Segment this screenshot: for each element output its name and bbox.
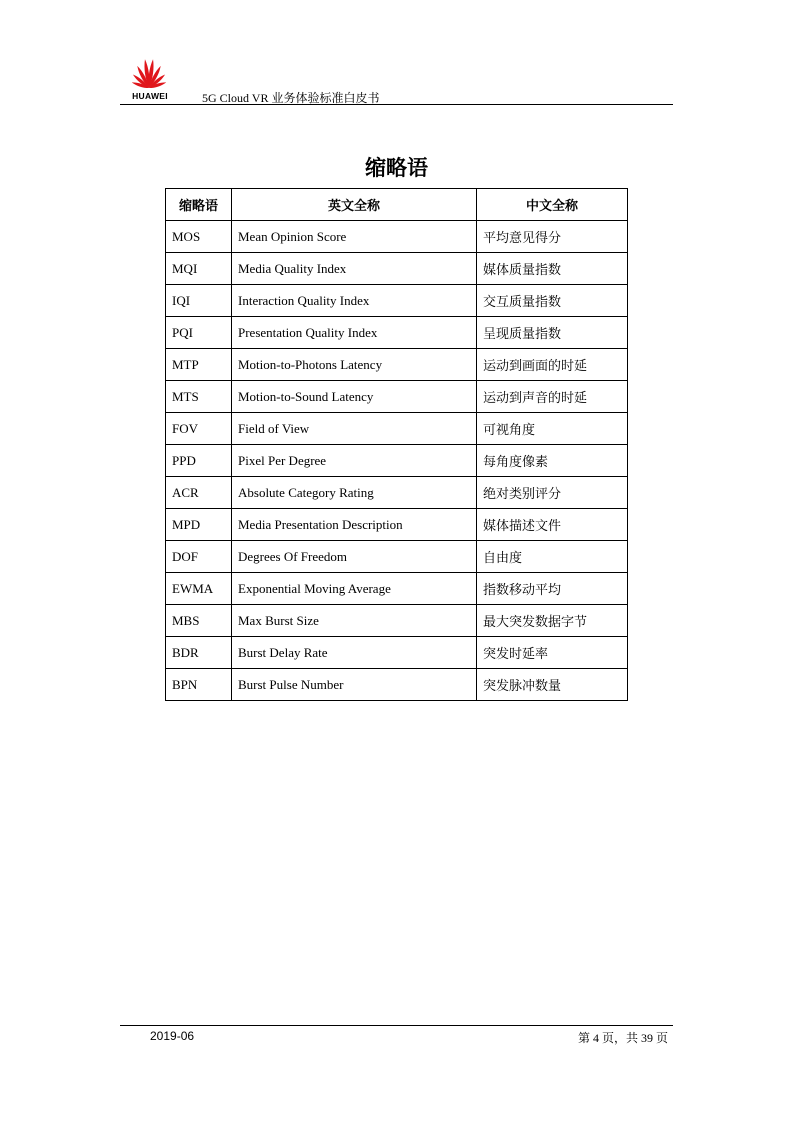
cell-english-name: Presentation Quality Index bbox=[232, 317, 477, 349]
cell-english-name: Pixel Per Degree bbox=[232, 445, 477, 477]
cell-abbreviation: FOV bbox=[166, 413, 232, 445]
cell-abbreviation: BDR bbox=[166, 637, 232, 669]
cell-abbreviation: IQI bbox=[166, 285, 232, 317]
cell-abbreviation: MTP bbox=[166, 349, 232, 381]
page-title: 缩略语 bbox=[365, 156, 428, 180]
cell-english-name: Motion-to-Sound Latency bbox=[232, 381, 477, 413]
cell-chinese-name: 自由度 bbox=[477, 541, 628, 573]
column-header-abbreviation: 缩略语 bbox=[166, 189, 232, 221]
cell-chinese-name: 可视角度 bbox=[477, 413, 628, 445]
cell-english-name: Absolute Category Rating bbox=[232, 477, 477, 509]
cell-abbreviation: BPN bbox=[166, 669, 232, 701]
document-title: 5G Cloud VR 业务体验标准白皮书 bbox=[202, 91, 380, 105]
cell-chinese-name: 交互质量指数 bbox=[477, 285, 628, 317]
footer-page-number: 第 4 页，共 39 页 bbox=[577, 1031, 668, 1045]
table-row bbox=[166, 285, 628, 317]
cell-abbreviation: EWMA bbox=[166, 573, 232, 605]
cell-english-name: Burst Pulse Number bbox=[232, 669, 477, 701]
cell-english-name: Burst Delay Rate bbox=[232, 637, 477, 669]
cell-english-name: Interaction Quality Index bbox=[232, 285, 477, 317]
table-row bbox=[166, 381, 628, 413]
table-row bbox=[166, 509, 628, 541]
table-row bbox=[166, 413, 628, 445]
footer-date: 2019-06 bbox=[150, 1029, 195, 1043]
table-row bbox=[166, 573, 628, 605]
cell-english-name: Max Burst Size bbox=[232, 605, 477, 637]
cell-abbreviation: MQI bbox=[166, 253, 232, 285]
table-row bbox=[166, 637, 628, 669]
page-footer bbox=[120, 1025, 673, 1045]
cell-chinese-name: 运动到声音的时延 bbox=[477, 381, 628, 413]
table-row bbox=[166, 541, 628, 573]
logo-text: HUAWEI bbox=[132, 91, 168, 101]
cell-english-name: Exponential Moving Average bbox=[232, 573, 477, 605]
table-row bbox=[166, 477, 628, 509]
table-row bbox=[166, 605, 628, 637]
table-row bbox=[166, 317, 628, 349]
cell-english-name: Field of View bbox=[232, 413, 477, 445]
table-row bbox=[166, 349, 628, 381]
column-header-english: 英文全称 bbox=[232, 189, 477, 221]
huawei-logo bbox=[126, 58, 172, 102]
table-row bbox=[166, 221, 628, 253]
table-row bbox=[166, 445, 628, 477]
cell-abbreviation: MPD bbox=[166, 509, 232, 541]
cell-english-name: Motion-to-Photons Latency bbox=[232, 349, 477, 381]
table-header-row bbox=[166, 189, 628, 221]
cell-abbreviation: MBS bbox=[166, 605, 232, 637]
table-row bbox=[166, 253, 628, 285]
cell-english-name: Mean Opinion Score bbox=[232, 221, 477, 253]
cell-chinese-name: 最大突发数据字节 bbox=[477, 605, 628, 637]
cell-chinese-name: 指数移动平均 bbox=[477, 573, 628, 605]
cell-chinese-name: 媒体质量指数 bbox=[477, 253, 628, 285]
cell-abbreviation: DOF bbox=[166, 541, 232, 573]
cell-english-name: Media Quality Index bbox=[232, 253, 477, 285]
cell-abbreviation: MOS bbox=[166, 221, 232, 253]
huawei-petals-icon bbox=[131, 58, 167, 90]
cell-english-name: Degrees Of Freedom bbox=[232, 541, 477, 573]
cell-chinese-name: 呈现质量指数 bbox=[477, 317, 628, 349]
cell-chinese-name: 每角度像素 bbox=[477, 445, 628, 477]
cell-chinese-name: 突发脉冲数量 bbox=[477, 669, 628, 701]
cell-abbreviation: ACR bbox=[166, 477, 232, 509]
cell-chinese-name: 运动到画面的时延 bbox=[477, 349, 628, 381]
table-body bbox=[166, 221, 628, 701]
table-row bbox=[166, 669, 628, 701]
cell-abbreviation: PQI bbox=[166, 317, 232, 349]
column-header-chinese: 中文全称 bbox=[477, 189, 628, 221]
cell-chinese-name: 媒体描述文件 bbox=[477, 509, 628, 541]
cell-chinese-name: 绝对类别评分 bbox=[477, 477, 628, 509]
cell-abbreviation: MTS bbox=[166, 381, 232, 413]
abbreviation-table bbox=[165, 188, 628, 701]
cell-chinese-name: 突发时延率 bbox=[477, 637, 628, 669]
cell-english-name: Media Presentation Description bbox=[232, 509, 477, 541]
cell-chinese-name: 平均意见得分 bbox=[477, 221, 628, 253]
cell-abbreviation: PPD bbox=[166, 445, 232, 477]
page-header bbox=[120, 58, 673, 105]
